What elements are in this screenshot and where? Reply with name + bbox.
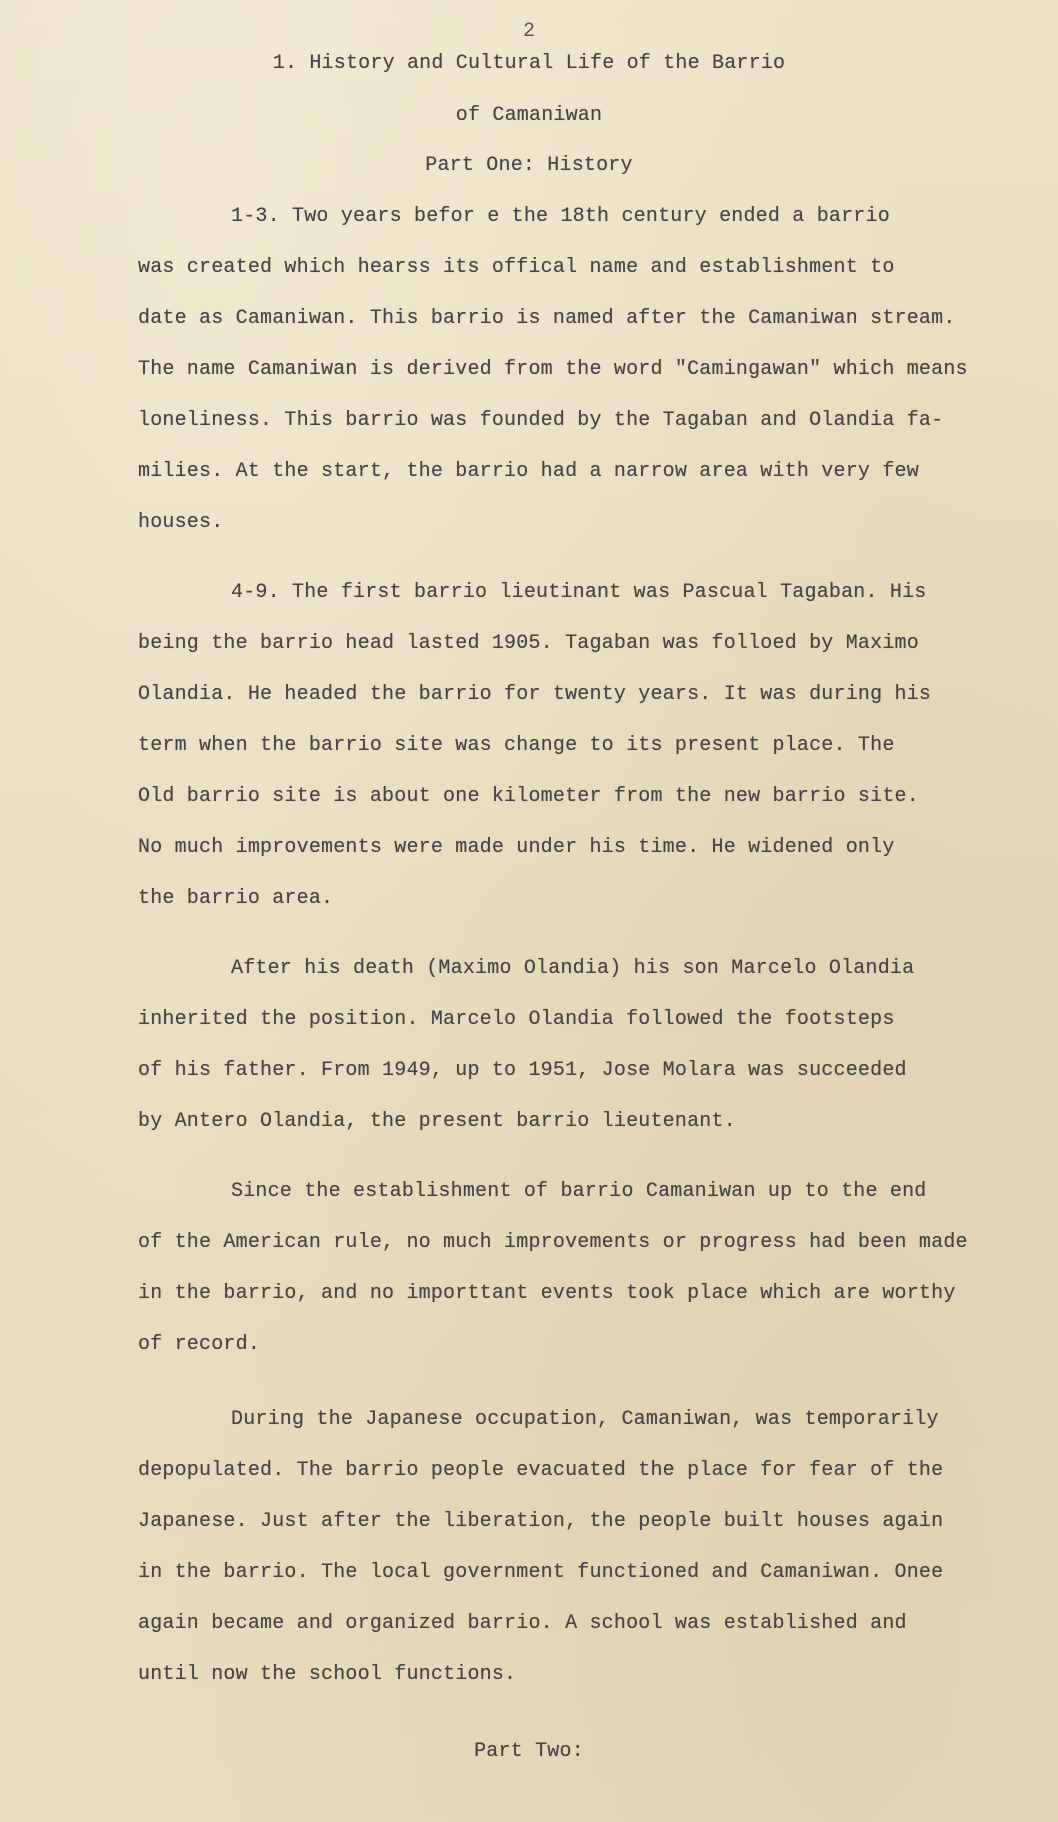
part-two-heading: Part Two: <box>474 1740 584 1763</box>
paragraph-3-line-2: inherited the position. Marcelo Olandia followed the footsteps <box>138 1008 895 1031</box>
paragraph-1-line-3: date as Camaniwan. This barrio is named after the Camaniwan stream. <box>138 307 956 330</box>
paragraph-3-line-4: by Antero Olandia, the present barrio lieutenant. <box>138 1110 736 1133</box>
paragraph-5-line-6: until now the school functions. <box>138 1663 517 1686</box>
paragraph-4-line-2: of the American rule, no much improvements or progress had been made <box>138 1231 968 1254</box>
paragraph-1-line-6: milies. At the start, the barrio had a narrow area with very few <box>138 460 919 483</box>
paragraph-5-line-3: Japanese. Just after the liberation, the people built houses again <box>138 1510 944 1533</box>
paragraph-4-line-1: Since the establishment of barrio Camaniwan up to the end <box>231 1180 927 1203</box>
page-number: 2 <box>522 20 535 43</box>
paragraph-2-line-4: term when the barrio site was change to its present place. The <box>138 734 895 757</box>
section-subtitle: of Camaniwan <box>455 104 603 127</box>
paragraph-5-line-2: depopulated. The barrio people evacuated the place for fear of the <box>138 1459 944 1482</box>
paragraph-5-line-5: again became and organized barrio. A school was established and <box>138 1612 907 1635</box>
paragraph-3-line-1: After his death (Maximo Olandia) his son Marcelo Olandia <box>231 957 915 980</box>
part-one-heading: Part One: History <box>425 154 633 177</box>
paragraph-2-line-6: No much improvements were made under his time. He widened only <box>138 836 895 859</box>
paragraph-2-line-5: Old barrio site is about one kilometer from the new barrio site. <box>138 785 919 808</box>
paragraph-4-line-3: in the barrio, and no importtant events took place which are worthy <box>138 1282 956 1305</box>
paragraph-2-line-1: 4-9. The first barrio lieutinant was Pascual Tagaban. His <box>231 581 927 604</box>
paragraph-5-line-1: During the Japanese occupation, Camaniwan, was temporarily <box>231 1408 939 1431</box>
paragraph-1-line-7: houses. <box>138 511 224 534</box>
paragraph-4-line-4: of record. <box>138 1333 261 1356</box>
paragraph-1-line-2: was created which hearss its offical name and establishment to <box>138 256 895 279</box>
section-title: 1. History and Cultural Life of the Barrio <box>272 52 786 75</box>
paragraph-5-line-4: in the barrio. The local government functioned and Camaniwan. Onee <box>138 1561 944 1584</box>
paragraph-1-line-4: The name Camaniwan is derived from the word "Camingawan" which means <box>138 358 968 381</box>
paragraph-2-line-7: the barrio area. <box>138 887 334 910</box>
paragraph-1-line-1: 1-3. Two years befor e the 18th century ended a barrio <box>231 205 890 228</box>
paragraph-3-line-3: of his father. From 1949, up to 1951, Jose Molara was succeeded <box>138 1059 907 1082</box>
paragraph-2-line-3: Olandia. He headed the barrio for twenty years. It was during his <box>138 683 932 706</box>
paragraph-2-line-2: being the barrio head lasted 1905. Tagaban was folloed by Maximo <box>138 632 919 655</box>
paragraph-1-line-5: loneliness. This barrio was founded by the Tagaban and Olandia fa- <box>138 409 944 432</box>
